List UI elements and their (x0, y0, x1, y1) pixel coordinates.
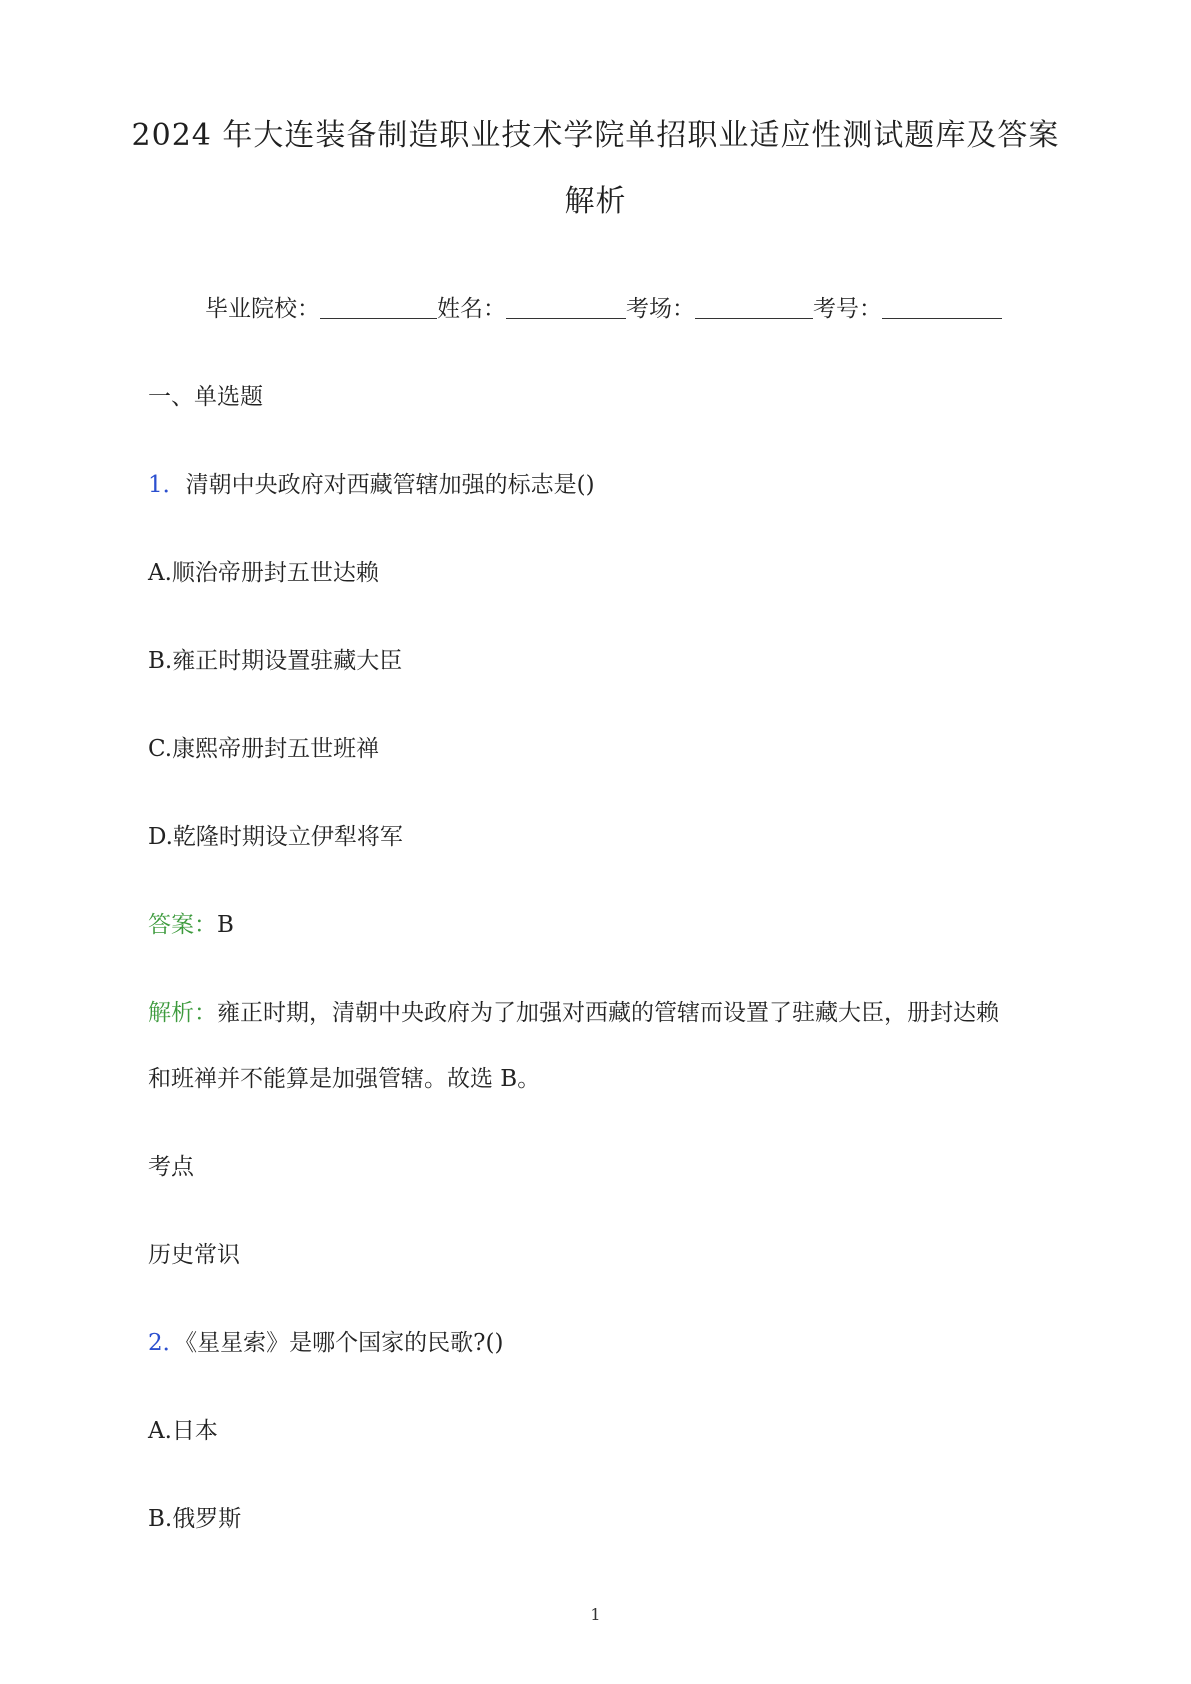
question-1 (148, 466, 595, 499)
page-number: 1 (590, 1605, 601, 1624)
kaodian-value: 历史常识 (148, 1242, 240, 1268)
school-blank (320, 298, 437, 319)
document-title-line-2: 解析 (564, 184, 627, 219)
question-1-text: 清朝中央政府对西藏管辖加强的标志是() (185, 472, 595, 498)
question-2-number: 2． (148, 1330, 186, 1356)
question-1-explanation-line-1 (148, 994, 999, 1027)
document-title-line-1: 2024 年大连装备制造职业技术学院单招职业适应性测试题库及答案 (131, 118, 1060, 153)
name-label: 姓名： (437, 296, 506, 322)
explanation-label: 解析： (148, 1000, 217, 1026)
exam-number-label: 考号： (813, 296, 882, 322)
question-2-option-a: A.日本 (148, 1418, 218, 1444)
question-1-option-c: C.康熙帝册封五世班禅 (148, 736, 380, 762)
answer-value: B (217, 912, 234, 938)
question-1-answer (148, 906, 234, 939)
question-2 (148, 1324, 503, 1357)
question-1-option-d: D.乾隆时期设立伊犁将军 (148, 824, 403, 850)
exam-room-blank (695, 298, 813, 319)
question-1-option-b: B.雍正时期设置驻藏大臣 (148, 648, 403, 674)
question-2-option-b: B.俄罗斯 (148, 1506, 242, 1532)
exam-number-blank (882, 298, 1002, 319)
name-blank (506, 298, 626, 319)
exam-room-label: 考场： (626, 296, 695, 322)
question-1-option-a: A.顺治帝册封五世达赖 (148, 560, 379, 586)
explanation-text-1: 雍正时期，清朝中央政府为了加强对西藏的管辖而设置了驻藏大臣，册封达赖 (217, 1000, 999, 1026)
school-label: 毕业院校： (205, 296, 320, 322)
candidate-info-fields (205, 290, 1002, 323)
section-heading: 一、单选题 (148, 384, 263, 410)
question-1-number: 1． (148, 472, 186, 498)
kaodian-label: 考点 (148, 1154, 194, 1180)
question-1-explanation-line-2: 和班禅并不能算是加强管辖。故选 B。 (148, 1066, 541, 1092)
question-2-text: 《星星索》是哪个国家的民歌?() (185, 1330, 504, 1356)
answer-label: 答案： (148, 912, 217, 938)
